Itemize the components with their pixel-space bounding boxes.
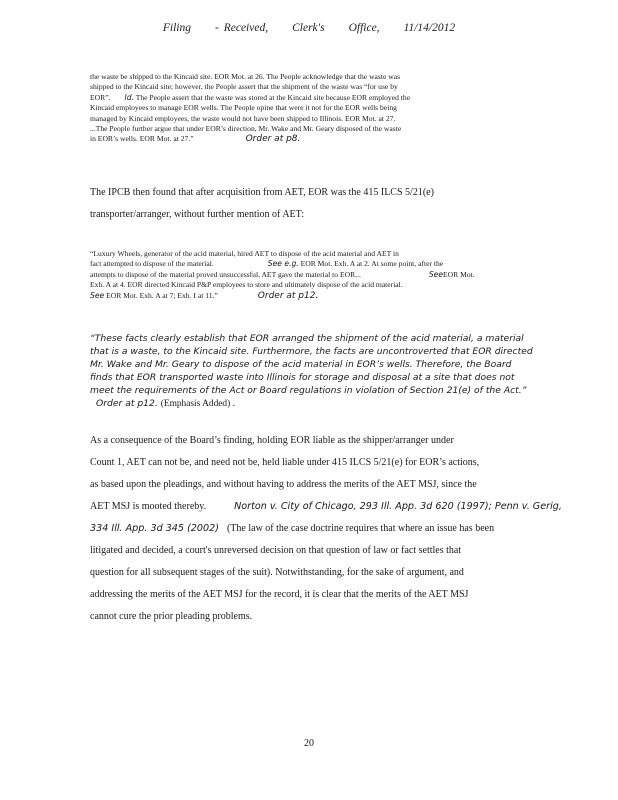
quote2-line: Exh. A at 4. EOR directed Kincaid P&P employees to store and ultimately dispose of the acid material. bbox=[90, 280, 403, 290]
para2-line: addressing the merits of the AET MSJ for the record, it is clear that the merits of the AET MSJ bbox=[90, 589, 469, 600]
quote2-citation: See bbox=[90, 290, 105, 300]
quote2-citation: See e.g. bbox=[267, 259, 299, 269]
para2-line: question for all subsequent stages of the suit). Notwithstanding, for the sake of argument, and bbox=[90, 567, 464, 578]
para1-line: The IPCB then found that after acquisition from AET, EOR was the 415 ILCS 5/21(e) bbox=[90, 187, 434, 198]
quote3-line: finds that EOR transported waste into Illinois for storage and disposal at a site that does not bbox=[90, 372, 515, 383]
quote1-line: ...The People further argue that under EOR’s direction, Mr. Wake and Mr. Geary disposed of the waste bbox=[90, 124, 402, 134]
quote2-text: attempts to dispose of the material proved unsuccessful, AET gave the material to EOR... bbox=[90, 269, 361, 279]
quote2-text: EOR Mot. bbox=[443, 269, 475, 279]
quote3-emphasis-note: (Emphasis Added) . bbox=[160, 399, 235, 409]
para2-text: (The law of the case doctrine requires that where an issue has been bbox=[226, 523, 495, 534]
para2-line bbox=[90, 518, 555, 540]
block-quote-board-findings bbox=[90, 332, 560, 411]
quote1-line: shipped to the Kincaid site; however, the People assert that the shipment of the waste was “for use by bbox=[90, 82, 398, 92]
quote1-text: in EOR’s wells. EOR Mot. at 27.” bbox=[90, 134, 194, 144]
quote2-citation: See bbox=[428, 269, 444, 279]
para2-line: Count 1, AET can not be, and need not be, held liable under 415 ILCS 5/21(e) for EOR’s actions, bbox=[90, 457, 480, 468]
quote2-text: EOR Mot. Exh. A at 7; Exh. I at 11.” bbox=[106, 290, 218, 300]
filing-header bbox=[0, 22, 618, 34]
quote1-line: the waste be shipped to the Kincaid site. EOR Mot. at 26. The People acknowledge that the waste was bbox=[90, 72, 401, 81]
para2-line bbox=[90, 496, 562, 518]
quote3-order-citation: Order at p12. bbox=[96, 398, 158, 409]
quote2-line bbox=[90, 270, 530, 280]
quote2-text: EOR Mot. Exh. A at 2. At some point, after the bbox=[300, 259, 444, 269]
quote1-text: EOR”. bbox=[90, 92, 111, 102]
quote1-line: managed by Kincaid employees, the waste would not have been shipped to Illinois. EOR Mot. at 27. bbox=[90, 113, 396, 123]
para2-case-citation: Norton v. City of Chicago, 293 Ill. App. 3d 620 (1997); Penn v. Gerig, bbox=[234, 501, 562, 512]
header-clerk: Clerk's bbox=[292, 22, 325, 34]
page-number: 20 bbox=[304, 738, 314, 749]
quote3-line bbox=[90, 397, 560, 411]
quote3-line: that is a waste, to the Kincaid site. Furthermore, the facts are uncontroverted that EOR directed bbox=[90, 346, 533, 357]
para2-case-citation: 334 Ill. App. 3d 345 (2002) bbox=[90, 523, 219, 534]
para2-line: cannot cure the prior pleading problems. bbox=[90, 611, 253, 622]
quote3-line: meet the requirements of the Act or Board regulations in violation of Section 21(e) of the Act.” bbox=[90, 385, 527, 396]
para1-line: transporter/arranger, without further mention of AET: bbox=[90, 209, 305, 220]
quote2-text: fact attempted to dispose of the material. bbox=[90, 259, 214, 269]
para2-line: litigated and decided, a court's unreversed decision on that question of law or fact settles that bbox=[90, 545, 462, 556]
quote1-line bbox=[90, 93, 530, 103]
header-date: 11/14/2012 bbox=[403, 22, 456, 34]
quote1-line: Kincaid employees to manage EOR wells. The People opine that were it not for the EOR wells being bbox=[90, 103, 397, 113]
para2-text: AET MSJ is mooted thereby. bbox=[90, 501, 207, 512]
para2-line: as based upon the pleadings, and without having to address the merits of the AET MSJ, since the bbox=[90, 479, 477, 490]
quote3-line: Mr. Wake and Mr. Geary to dispose of the acid material in EOR’s wells. Therefore, the Board bbox=[90, 359, 512, 370]
quote2-line bbox=[90, 291, 530, 301]
para2-line: As a consequence of the Board’s finding, holding EOR liable as the shipper/arranger under bbox=[90, 435, 454, 446]
paragraph-ipcb-finding bbox=[90, 182, 555, 226]
header-office: Office, bbox=[348, 22, 380, 34]
paragraph-consequence bbox=[90, 430, 562, 628]
quote2-line: “Luxury Wheels, generator of the acid material, hired AET to dispose of the acid material and AET in bbox=[90, 249, 399, 258]
header-filing: Filing bbox=[162, 22, 192, 34]
quote2-order-citation: Order at p12. bbox=[257, 290, 319, 301]
quote1-citation: Id. bbox=[124, 92, 134, 102]
block-quote-luxury-wheels bbox=[90, 249, 530, 301]
quote1-order-citation: Order at p8. bbox=[245, 134, 301, 145]
quote1-line bbox=[90, 134, 530, 144]
quote3-line: “These facts clearly establish that EOR arranged the shipment of the acid material, a material bbox=[90, 333, 524, 344]
block-quote-people bbox=[90, 72, 530, 145]
quote1-text: The People assert that the waste was stored at the Kincaid site because EOR employed the bbox=[135, 92, 411, 102]
header-received: - Received, bbox=[215, 22, 269, 34]
quote2-line bbox=[90, 259, 530, 269]
